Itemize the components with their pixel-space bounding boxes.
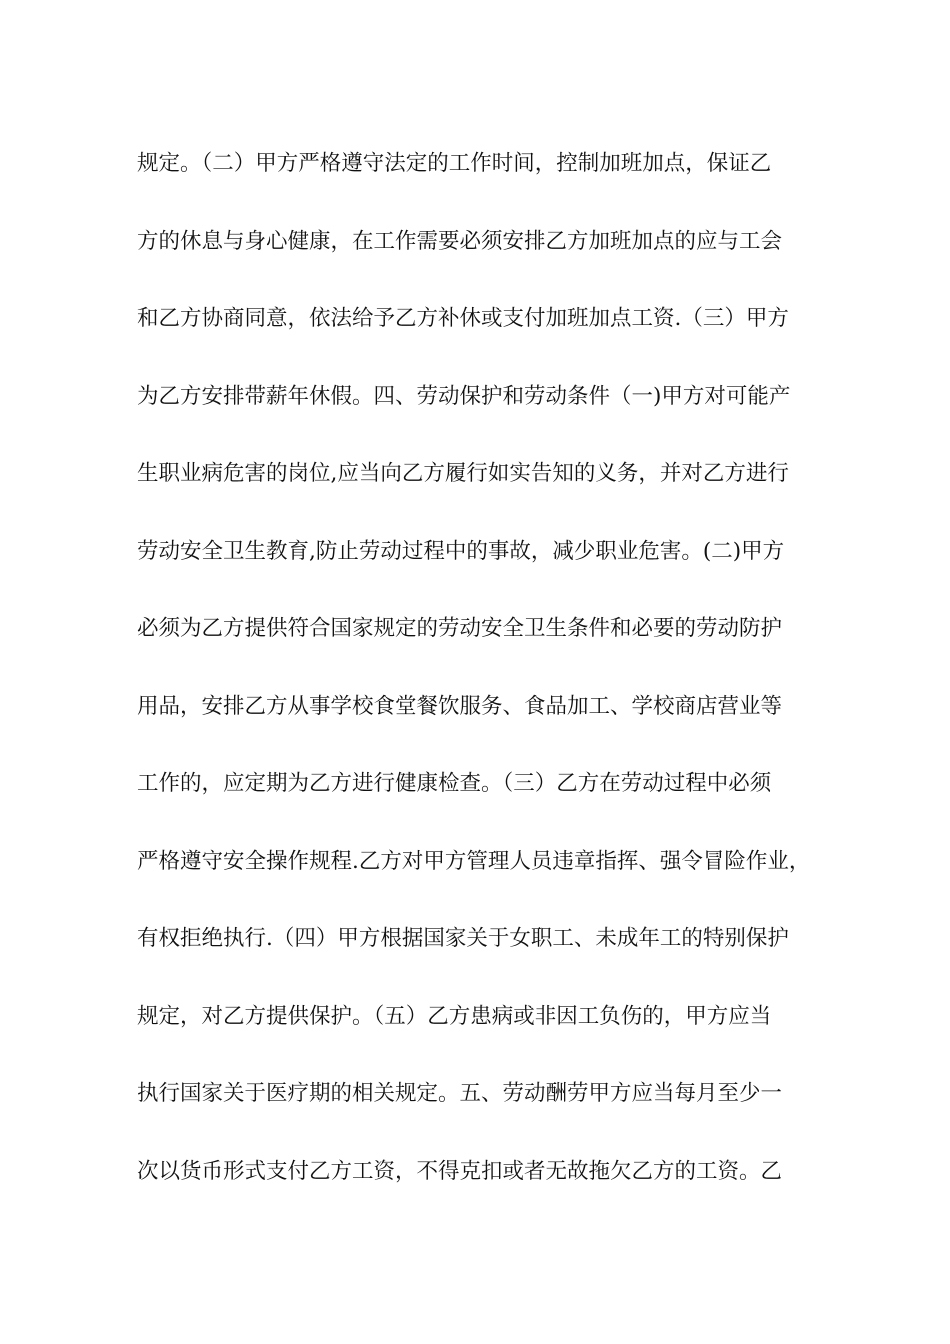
body-text [137,141,827,1226]
text-line-3: 和乙方协商同意，依法给予乙方补休或支付加班加点工资.（三）甲方 [137,306,789,331]
text-line-4: 为乙方安排带薪年休假。四、劳动保护和劳动条件（一)甲方对可能产 [137,383,791,409]
text-line-2: 方的休息与身心健康，在工作需要必须安排乙方加班加点的应与工会 [137,228,783,254]
text-line-1: 规定。（二）甲方严格遵守法定的工作时间，控制加班加点，保证乙 [137,151,772,176]
text-line-9: 工作的，应定期为乙方进行健康检查。（三）乙方在劳动过程中必须 [137,771,772,796]
text-line-8: 用品，安排乙方从事学校食堂餐饮服务、食品加工、学校商店营业等 [137,693,783,719]
text-line-5: 生职业病危害的岗位,应当向乙方履行如实告知的义务，并对乙方进行 [137,461,789,486]
text-line-10: 严格遵守安全操作规程.乙方对甲方管理人员违章指挥、强令冒险作业， [137,848,811,874]
text-line-12: 规定，对乙方提供保护。（五）乙方患病或非因工负伤的，甲方应当 [137,1003,772,1029]
text-line-14: 次以货币形式支付乙方工资，不得克扣或者无故拖欠乙方的工资。乙 [137,1158,783,1184]
text-line-7: 必须为乙方提供符合国家规定的劳动安全卫生条件和必要的劳动防护 [137,616,783,641]
text-line-11: 有权拒绝执行.（四）甲方根据国家关于女职工、未成年工的特别保护 [137,926,789,951]
text-line-13: 执行国家关于医疗期的相关规定。五、劳动酬劳甲方应当每月至少一 [137,1081,783,1106]
text-line-6: 劳动安全卫生教育,防止劳动过程中的事故，减少职业危害。(二)甲方 [137,538,785,564]
